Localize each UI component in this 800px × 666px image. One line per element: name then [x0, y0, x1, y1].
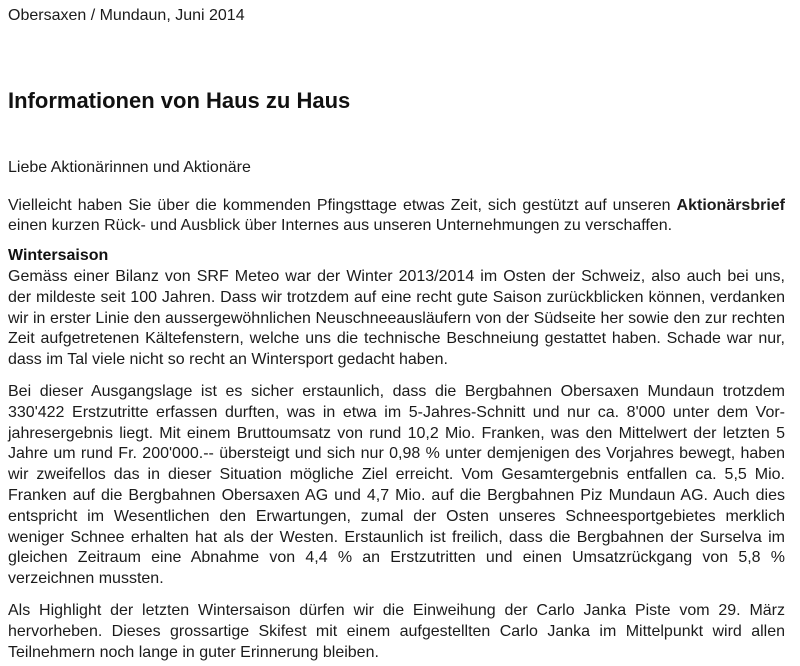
intro-paragraph: [8, 196, 785, 238]
document-title: Informationen von Haus zu Haus: [8, 87, 351, 113]
paragraph-results: Bei dieser Ausgangslage ist es sicher erstaunlich, dass die Bergbahnen Obersaxen Mundaun trotzdem 330'422 Erstzutritte erfassen durften, was in etwa im 5-Jahres-Schnitt und nur ca. 8'000 unter dem Vorjahresergebnis liegt. Mit einem Bruttoumsatz von rund 10,2 Mio. Franken, was den Mittelwert der letzten 5 Jahre um rund Fr. 200'000.-- übersteigt und sich nur 0,98 % unter demjenigen des Vorjahres bewegt, haben wir zweifellos das in dieser Situation mögliche Ziel erreicht. Vom Gesamtergebnis entfallen ca. 5,5 Mio. Franken auf die Bergbahnen Obersaxen AG und 4,7 Mio. auf die Bergbahnen Piz Mundaun AG. Auch dies entspricht im Wesentlichen den Erwartungen, zumal der Osten unseres Schneesportgebietes merklich weniger Schnee erhalten hat als der Westen. Erstaunlich ist freilich, dass die Bergbahnen der Surselva im gleichen Zeitraum eine Abnahme von 4,4 % an Erstzutritten und einen Umsatzrückgang von 5,8 % verzeichnen mussten.: [8, 382, 785, 588]
dateline: Obersaxen / Mundaun, Juni 2014: [8, 7, 245, 24]
intro-text-before: Vielleicht haben Sie über die kommenden Pfingsttage etwas Zeit, sich gestützt auf unseren: [8, 196, 677, 214]
intro-bold-aktionaersbrief: Aktionärsbrief: [676, 196, 785, 214]
section-wintersaison: [8, 246, 785, 663]
salutation: Liebe Aktionärinnen und Aktionäre: [8, 158, 251, 176]
paragraph-highlight-carlo-janka: Als Highlight der letzten Wintersaison dürfen wir die Einweihung der Carlo Janka Piste vom 29. März hervorheben. Dieses grossartige Skifest mit einem aufgestellten Carlo Janka im Mittelpunkt wird allen Teilnehmern noch lange in guter Erinnerung bleiben.: [8, 601, 785, 661]
intro-text-after: einen kurzen Rück- und Ausblick über Internes aus unseren Unternehmungen zu verschaffen.: [8, 217, 673, 235]
section-heading-wintersaison: Wintersaison: [8, 247, 109, 265]
paragraph-season-review: Gemäss einer Bilanz von SRF Meteo war der Winter 2013/2014 im Osten der Schweiz, also auch bei uns, der mildeste seit 100 Jahren. Dass wir trotzdem auf eine recht gute Saison zurückblicken können, verdanken wir in erster Linie den aussergewöhnlichen Neuschneeausläufern von der Südseite her sowie den zur rechten Zeit aufgetretenen Kältefenstern, welche uns die technische Beschneiung gestattet haben. Schade war nur, dass im Tal viele nicht so recht an Wintersport gedacht haben.: [8, 267, 785, 369]
